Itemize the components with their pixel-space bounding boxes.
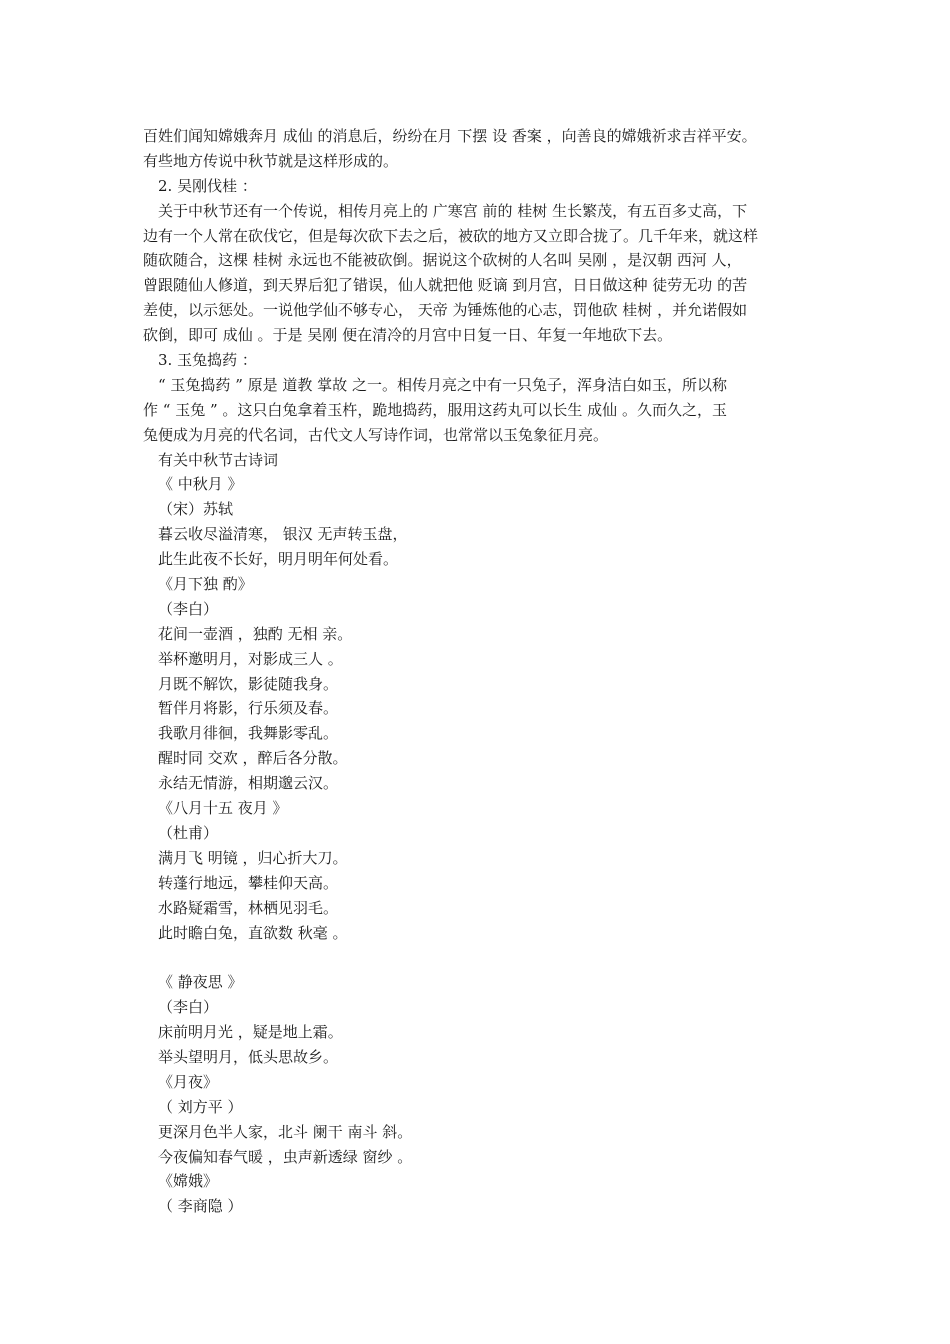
document-body [143, 124, 815, 1219]
text-line: 百姓们闻知嫦娥奔月 成仙 的消息后，纷纷在月 下摆 设 香案 ，向善良的嫦娥祈求吉祥平安。 [143, 127, 757, 145]
text-line: 满月飞 明镜 ，归心折大刀。 [158, 848, 348, 867]
text-line: 《八月十五 夜月 》 [158, 799, 288, 818]
text-line: 举头望明月，低头思故乡。 [158, 1047, 339, 1066]
text-line: 2. 吴刚伐桂 ： [158, 176, 257, 195]
text-line: 随砍随合，这棵 桂树 永远也不能被砍倒。据说这个砍树的人名叫 吴刚 ，是汉朝 西河 人， [143, 251, 742, 270]
text-line: 《月夜》 [158, 1072, 219, 1091]
text-line: 床前明月光 ，疑是地上霜。 [158, 1023, 343, 1042]
text-line: 有关中秋节古诗词 [158, 450, 279, 469]
text-line: 差使，以示惩处。一说他学仙不够专心， 天帝 为锤炼他的心志，罚他砍 桂树 ，并允诺假如 [143, 301, 748, 320]
text-line: 此生此夜不长好，明月明年何处看。 [158, 550, 399, 569]
text-line: 《月下独 酌》 [158, 575, 253, 594]
text-line: （李白） [158, 599, 219, 618]
text-line: 边有一个人常在砍伐它，但是每次砍下去之后，被砍的地方又立即合拢了。几千年来，就这样 [143, 226, 759, 245]
text-line: 暂伴月将影，行乐须及春。 [158, 699, 339, 718]
text-line: 兔便成为月亮的代名词，古代文人写诗作词，也常常以玉兔象征月亮。 [143, 425, 609, 444]
text-line: 关于中秋节还有一个传说，相传月亮上的 广寒宫 前的 桂树 生长繁茂，有五百多丈高，下 [158, 201, 748, 220]
text-line: 水路疑霜雪，林栖见羽毛。 [158, 898, 339, 917]
text-line: 我歌月徘徊，我舞影零乱。 [158, 724, 339, 743]
text-line: 醒时同 交欢 ，醉后各分散。 [158, 749, 348, 768]
text-line: （杜甫） [158, 823, 219, 842]
text-line: 3. 玉兔捣药 ： [158, 351, 257, 370]
text-line: 今夜偏知春气暖 ，虫声新透绿 窗纱 。 [158, 1147, 413, 1166]
text-line: 有些地方传说中秋节就是这样形成的。 [143, 151, 399, 170]
text-line: 永结无情游，相期邈云汉。 [158, 774, 339, 793]
text-line: 月既不解饮，影徒随我身。 [158, 674, 339, 693]
text-line: 《 中秋月 》 [158, 475, 243, 494]
text-line: 《嫦娥》 [158, 1172, 219, 1191]
text-line: （宋）苏轼 [158, 500, 234, 519]
text-line: 《 静夜思 》 [158, 973, 243, 992]
text-line: “ 玉兔捣药 ” 原是 道教 掌故 之一。相传月亮之中有一只兔子，浑身洁白如玉，所以称 [158, 375, 727, 394]
text-line: 曾跟随仙人修道，到天界后犯了错误，仙人就把他 贬谪 到月宫，日日做这种 徒劳无功 的苦 [143, 276, 748, 295]
text-line: （李白） [158, 998, 219, 1017]
text-line: 花间一壶酒 ，独酌 无相 亲。 [158, 624, 353, 643]
text-line: 暮云收尽溢清寒， 银汉 无声转玉盘， [158, 525, 408, 544]
text-line: 砍倒，即可 成仙 。于是 吴刚 便在清冷的月宫中日复一日、年复一年地砍下去。 [143, 326, 673, 345]
text-line: 此时瞻白兔，直欲数 秋毫 。 [158, 923, 348, 942]
text-line: 作 “ 玉兔 ” 。这只白兔拿着玉杵，跪地捣药，服用这药丸可以长生 成仙 。久而久之，玉 [143, 400, 727, 419]
text-line: 举杯邀明月，对影成三人 。 [158, 649, 343, 668]
text-line: （ 李商隐 ） [158, 1197, 243, 1216]
text-line: 更深月色半人家，北斗 阑干 南斗 斜。 [158, 1122, 413, 1141]
blank-line [143, 945, 815, 970]
text-line: 转蓬行地远，攀桂仰天高。 [158, 873, 339, 892]
text-line: （ 刘方平 ） [158, 1097, 243, 1116]
